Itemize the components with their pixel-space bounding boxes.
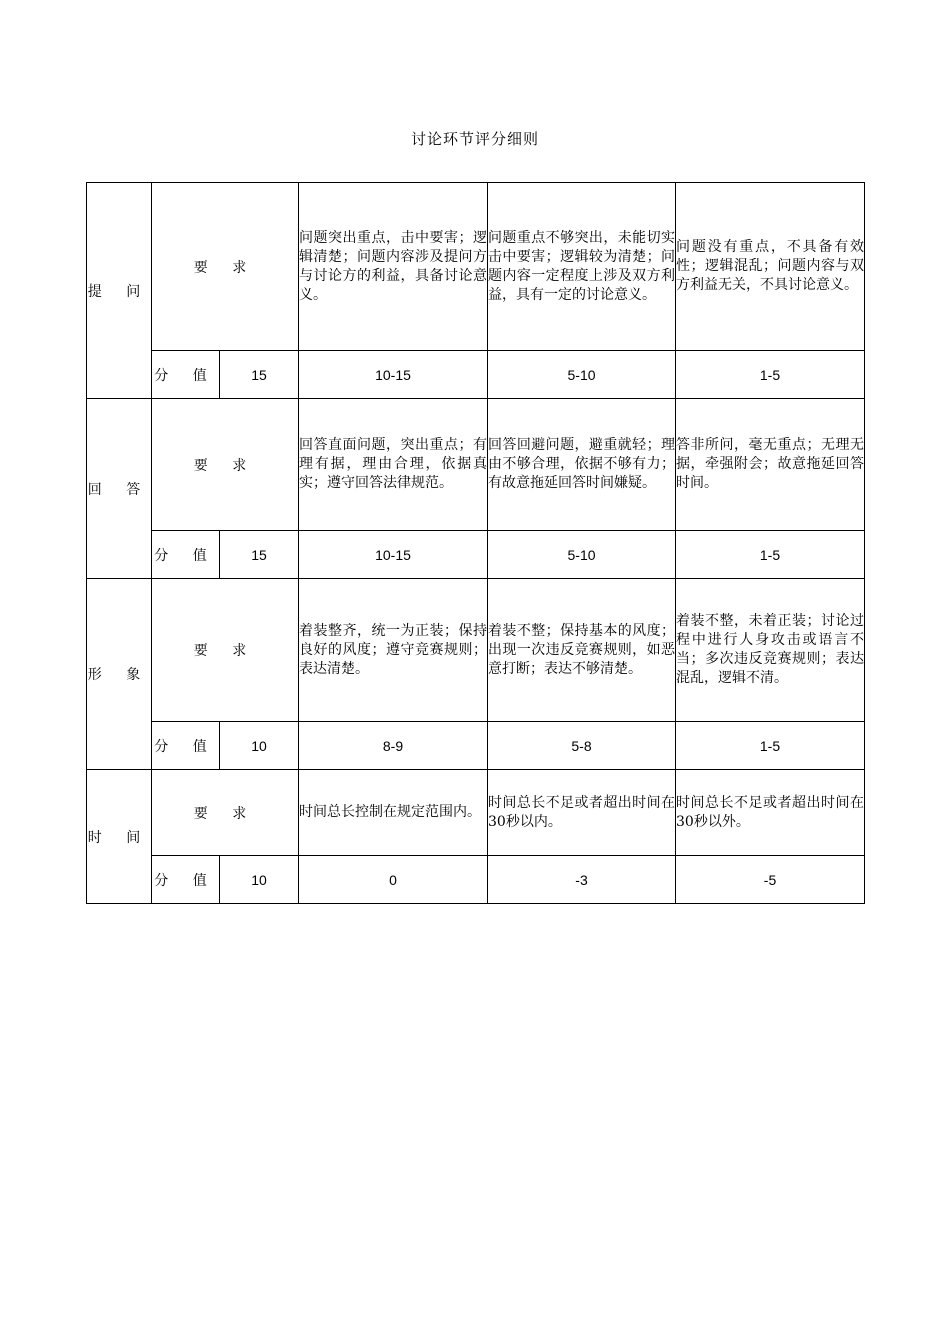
- score-range: 5-8: [488, 722, 676, 770]
- requirement-label: 要 求: [152, 399, 299, 531]
- score-range: -5: [676, 856, 865, 904]
- requirement-row: [87, 579, 865, 722]
- score-label: 分 值: [152, 531, 220, 579]
- score-row: [87, 351, 865, 399]
- requirement-label: 要 求: [152, 579, 299, 722]
- page-title: 讨论环节评分细则: [410, 130, 539, 148]
- score-range: 0: [299, 856, 488, 904]
- category-cell: 提 问: [87, 183, 152, 399]
- requirement-row: [87, 770, 865, 856]
- score-range: 8-9: [299, 722, 488, 770]
- score-range: -3: [488, 856, 676, 904]
- requirement-label: 要 求: [152, 183, 299, 351]
- level-description: 问题没有重点，不具备有效性；逻辑混乱；问题内容与双方利益无关，不具讨论意义。: [676, 183, 865, 351]
- level-description: 着装不整，未着正装；讨论过程中进行人身攻击或语言不当；多次违反竞赛规则；表达混乱，逻辑不清。: [676, 579, 865, 722]
- score-range: 1-5: [676, 351, 865, 399]
- requirement-row: [87, 399, 865, 531]
- level-description: 时间总长不足或者超出时间在30秒以外。: [676, 770, 865, 856]
- level-description: 回答回避问题，避重就轻；理由不够合理，依据不够有力；有故意拖延回答时间嫌疑。: [488, 399, 676, 531]
- category-cell: 回 答: [87, 399, 152, 579]
- requirement-row: [87, 183, 865, 351]
- max-score: 15: [220, 351, 299, 399]
- score-range: 1-5: [676, 722, 865, 770]
- score-range: 10-15: [299, 351, 488, 399]
- level-description: 回答直面问题，突出重点；有理有据，理由合理，依据真实；遵守回答法律规范。: [299, 399, 488, 531]
- level-description: 问题重点不够突出，未能切实击中要害；逻辑较为清楚；问题内容一定程度上涉及双方利益，具有一定的讨论意义。: [488, 183, 676, 351]
- score-row: [87, 856, 865, 904]
- scoring-rubric-table: [86, 182, 865, 904]
- requirement-label: 要 求: [152, 770, 299, 856]
- score-label: 分 值: [152, 722, 220, 770]
- score-range: 5-10: [488, 351, 676, 399]
- level-description: 着装不整；保持基本的风度；出现一次违反竞赛规则，如恶意打断；表达不够清楚。: [488, 579, 676, 722]
- score-row: [87, 722, 865, 770]
- level-description: 答非所问，毫无重点；无理无据，牵强附会；故意拖延回答时间。: [676, 399, 865, 531]
- score-label: 分 值: [152, 856, 220, 904]
- score-row: [87, 531, 865, 579]
- category-cell: 时 间: [87, 770, 152, 904]
- level-description: 问题突出重点，击中要害；逻辑清楚；问题内容涉及提问方与讨论方的利益，具备讨论意义。: [299, 183, 488, 351]
- level-description: 着装整齐，统一为正装；保持良好的风度；遵守竞赛规则；表达清楚。: [299, 579, 488, 722]
- category-cell: 形 象: [87, 579, 152, 770]
- score-range: 1-5: [676, 531, 865, 579]
- max-score: 10: [220, 856, 299, 904]
- max-score: 15: [220, 531, 299, 579]
- score-range: 10-15: [299, 531, 488, 579]
- level-description: 时间总长控制在规定范围内。: [299, 770, 488, 856]
- max-score: 10: [220, 722, 299, 770]
- score-range: 5-10: [488, 531, 676, 579]
- level-description: 时间总长不足或者超出时间在30秒以内。: [488, 770, 676, 856]
- score-label: 分 值: [152, 351, 220, 399]
